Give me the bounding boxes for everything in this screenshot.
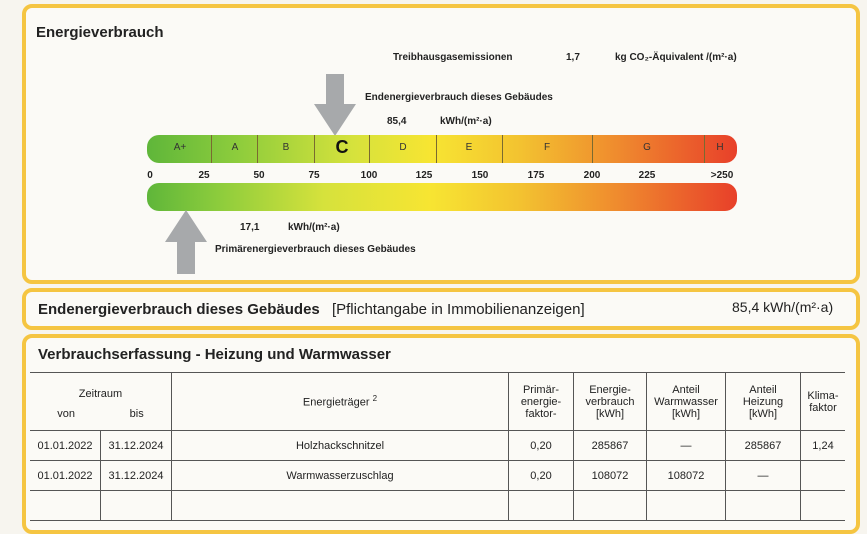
zeitraum-label: Zeitraum xyxy=(78,387,123,400)
cell-empty xyxy=(647,491,726,521)
scale-tick: 175 xyxy=(527,170,545,181)
primary-energy-arrow-icon xyxy=(165,210,207,274)
primary-energy-unit: kWh/(m²·a) xyxy=(288,222,340,233)
class-label: H xyxy=(716,142,724,153)
warmwasser-header: Anteil Warmwasser [kWh] xyxy=(647,373,726,431)
scale-tick: 225 xyxy=(638,170,656,181)
consumption-table xyxy=(30,372,845,521)
scale-tick: 200 xyxy=(583,170,601,181)
scale-tick: 100 xyxy=(360,170,378,181)
cell-empty xyxy=(574,491,647,521)
final-energy-label: Endenergieverbrauch dieses Gebäudes xyxy=(365,92,553,103)
scale-tick: >250 xyxy=(710,170,734,181)
klima-header: Klima- faktor xyxy=(801,373,846,431)
current-class-label: C xyxy=(335,137,349,157)
primary-energy-scale xyxy=(147,183,737,211)
primary-energy-value: 17,1 xyxy=(240,222,260,233)
cell-faktor: 0,20 xyxy=(509,461,574,491)
cell-traeger: Warmwasserzuschlag xyxy=(172,461,509,491)
consumption-title: Verbrauchserfassung - Heizung und Warmwasser xyxy=(38,346,391,363)
cell-empty xyxy=(30,491,101,521)
ghg-unit: kg CO₂-Äquivalent /(m²·a) xyxy=(615,52,737,63)
primary-energy-label: Primärenergieverbrauch dieses Gebäudes xyxy=(215,244,416,255)
cell-empty xyxy=(726,491,801,521)
primaer-header: Primär- energie- faktor- xyxy=(509,373,574,431)
class-label: A xyxy=(231,142,239,153)
von-header: von xyxy=(57,407,76,420)
table-header-row xyxy=(30,373,845,431)
zeitraum-header xyxy=(30,373,172,431)
summary-title: Endenergieverbrauch dieses Gebäudes xyxy=(38,301,320,318)
final-energy-value: 85,4 xyxy=(387,116,407,127)
bis-header: bis xyxy=(129,407,144,420)
cell-von: 01.01.2022 xyxy=(30,431,101,461)
cell-bis: 31.12.2024 xyxy=(101,461,172,491)
table-row xyxy=(30,461,845,491)
cell-klima: 1,24 xyxy=(801,431,846,461)
scale-tick: 150 xyxy=(471,170,489,181)
summary-value: 85,4 kWh/(m²·a) xyxy=(732,299,834,315)
cell-bis: 31.12.2024 xyxy=(101,431,172,461)
ghg-label: Treibhausgasemissionen xyxy=(393,52,513,63)
cell-empty xyxy=(172,491,509,521)
scale-tick: 50 xyxy=(253,170,265,181)
energy-class-scale xyxy=(147,135,737,163)
cell-empty xyxy=(101,491,172,521)
summary-line xyxy=(38,301,585,318)
cell-faktor: 0,20 xyxy=(509,431,574,461)
traeger-sup: 2 xyxy=(372,394,378,404)
heizung-header: Anteil Heizung [kWh] xyxy=(726,373,801,431)
class-label: F xyxy=(543,142,551,153)
class-label: G xyxy=(643,142,651,153)
verbrauch-header: Energie- verbrauch [kWh] xyxy=(574,373,647,431)
cell-warmwasser: — xyxy=(647,431,726,461)
ghg-value: 1,7 xyxy=(566,52,580,63)
table-row xyxy=(30,431,845,461)
final-energy-arrow-icon xyxy=(314,74,356,136)
cell-empty xyxy=(801,491,846,521)
table-row-empty xyxy=(30,491,845,521)
scale-tick: 0 xyxy=(147,170,153,181)
class-label: B xyxy=(282,142,290,153)
cell-verbrauch: 108072 xyxy=(574,461,647,491)
traeger-header xyxy=(172,373,509,431)
cell-von: 01.01.2022 xyxy=(30,461,101,491)
traeger-label: Energieträger xyxy=(302,396,370,409)
class-label: E xyxy=(465,142,473,153)
final-energy-unit: kWh/(m²·a) xyxy=(440,116,492,127)
cell-klima xyxy=(801,461,846,491)
class-label: D xyxy=(399,142,407,153)
scale-tick: 125 xyxy=(415,170,433,181)
cell-heizung: 285867 xyxy=(726,431,801,461)
energy-title: Energieverbrauch xyxy=(36,24,164,41)
zeitraum-subheaders xyxy=(30,408,171,420)
cell-empty xyxy=(509,491,574,521)
scale-tick: 75 xyxy=(308,170,320,181)
cell-warmwasser: 108072 xyxy=(647,461,726,491)
cell-traeger: Holzhackschnitzel xyxy=(172,431,509,461)
scale-tick: 25 xyxy=(198,170,210,181)
cell-heizung: — xyxy=(726,461,801,491)
cell-verbrauch: 285867 xyxy=(574,431,647,461)
summary-note: [Pflichtangabe in Immobilienanzeigen] xyxy=(331,301,585,318)
class-label: A+ xyxy=(173,142,187,153)
